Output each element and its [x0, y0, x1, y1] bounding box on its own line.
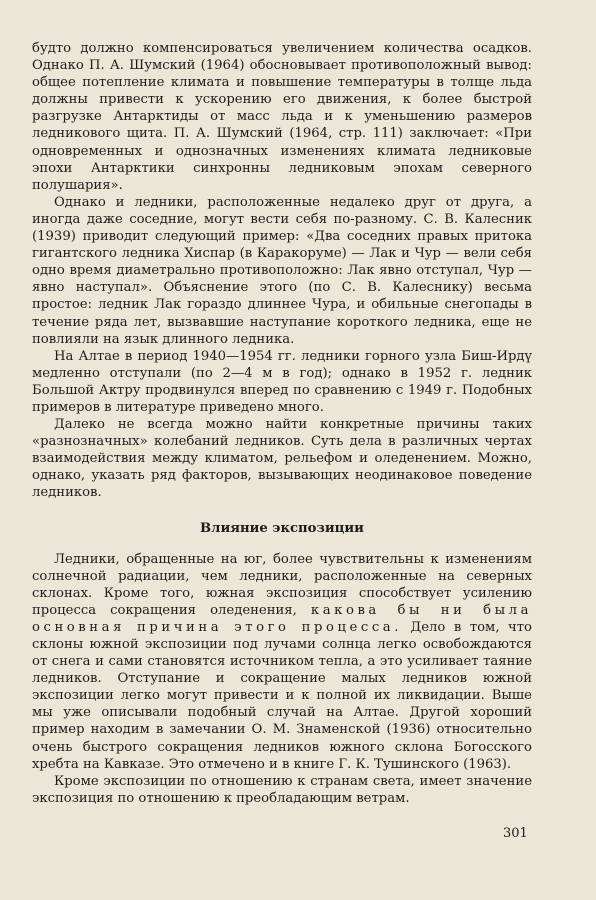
paragraph-5-start: Ледники, обращенные на юг, более чувствительны к изменениям солнечной радиации, чем ледники, расположенные на северных склонах. Кроме того, южная экспозиция способствует усилению процесса сокращения оледенения,: [32, 551, 532, 618]
paragraph-6: Кроме экспозиции по отношению к странам света, имеет значение экспозиция по отношению к преобладающим ветрам.: [32, 773, 532, 806]
page-number: 301: [503, 826, 528, 841]
paragraph-5-end: Дело в том, что склоны южной экспозиции под лучами солнца легко освобождаются от снега и сами становятся источником тепла, а это усиливает таяние ледников. Отступание и сокращение малых ледников южной экспозиции легко могут привести и к полной их ликвидации. Выше мы уже описывали подобный случай на Алтае. Другой хороший пример находим в замечании О. М. Знаменской (1936) относительно очень быстрого сокращения ледников южного склона Богосского хребта на Кавказе. Это отмечено и в книге Г. К. Тушинского (1963).: [32, 619, 532, 772]
paragraph-2: Однако и ледники, расположенные недалеко друг от друга, а иногда даже соседние, могут вести себя по-разному. С. В. Калесник (1939) приводит следующий пример: «Два соседних правых притока гигантского ледника Хиспар (в Каракоруме) — Лак и Чур — вели себя одно время диаметрально противоположно: Лак явно отступал, Чур — явно наступал». Объяснение этого (по С. В. Калеснику) весьма простое: ледник Лак гораздо длиннее Чура, и обильные снегопады в течение ряда лет, вызвавшие наступание короткого ледника, еще не повлияли на язык длинного ледника.: [32, 194, 532, 347]
section-heading: Влияние экспозиции: [200, 520, 364, 536]
paragraph-1: будто должно компенсироваться увеличением количества осадков. Однако П. А. Шумский (1964) обосновывает противоположный вывод: общее потепление климата и повышение температуры в толще льда должны привести к ускорению его движения, к более быстрой разгрузке Антарктиды от масс льда и к уменьшению размеров ледникового щита. П. А. Шумский (1964, стр. 111) заключает: «При одновременных и однозначных изменениях климата ледниковые эпохи Антарктики синхронны ледниковым эпохам северного полушария».: [32, 41, 532, 193]
page-text-column: [32, 40, 532, 807]
paragraph-4: Далеко не всегда можно найти конкретные причины таких «разнозначных» колебаний ледников. Суть дела в различных чертах взаимодействия между климатом, рельефом и оледенением. Можно, однако, указать ряд факторов, вызывающих неодинаковое поведение ледников.: [32, 417, 532, 501]
paragraph-3: На Алтае в период 1940—1954 гг. ледники горного узла Биш-Ирдү медленно отступали (по 2—4 м в год); однако в 1952 г. ледник Большой Актру продвинулся вперед по сравнению с 1949 г. Подобных примеров в литературе приведено много.: [32, 348, 532, 415]
paragraph-5: [32, 551, 532, 773]
paragraph-5-emphasis: какова бы ни была основная причина этого процесса.: [32, 602, 532, 635]
